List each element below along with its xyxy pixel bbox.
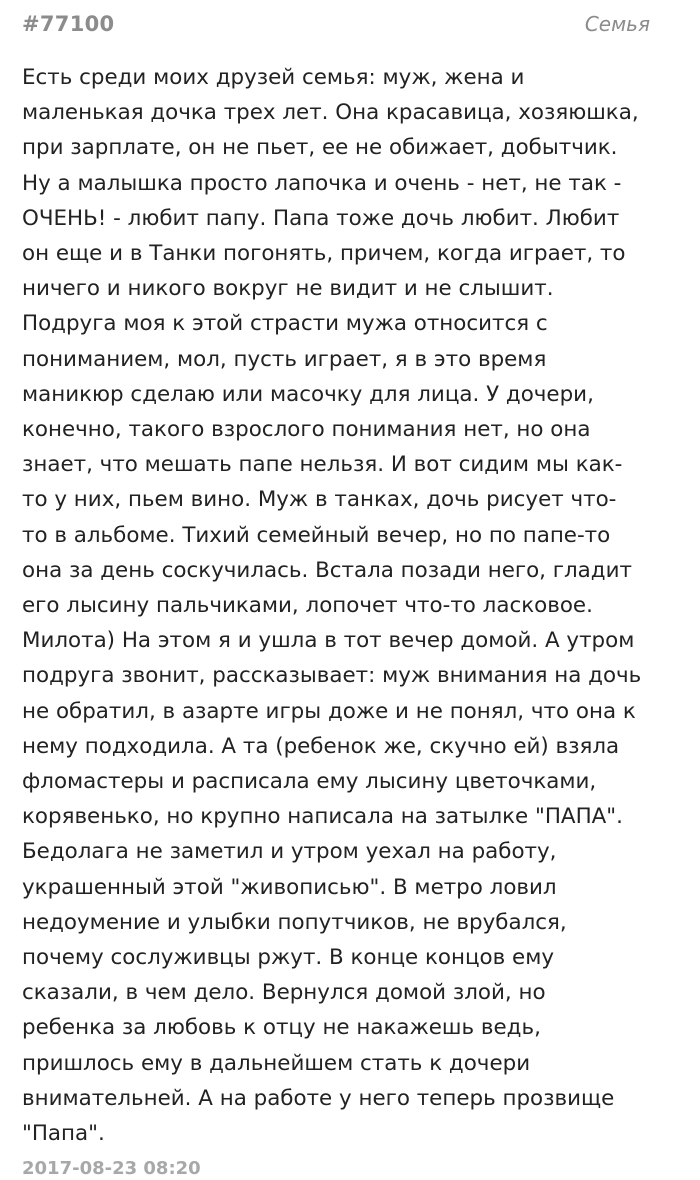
quote-date: 2017-08-23 08:20 [22,1158,201,1179]
tag-link[interactable]: Семья [584,12,650,36]
quote-header [22,10,650,42]
quote-text: Есть среди моих друзей семья: муж, жена и маленькая дочка трех лет. Она красавица, хозяюшка, при зарплате, он не пьет, ее не обижает, добытчик. Ну а малышка просто лапочка и очень - нет, не так - ОЧЕНЬ! - любит папу. Папа тоже дочь любит. Любит он еще и в Танки погонять, причем, когда играет, то ничего и никого вокруг не видит и не слышит. Подруга моя к этой страсти мужа относится с пониманием, мол, пусть играет, я в это время маникюр сделаю или масочку для лица. У дочери, конечно, такого взрослого понимания нет, но она знает, что мешать папе нельзя. И вот сидим мы как- то у них, пьем вино. Муж в танках, дочь рисует что- то в альбоме. Тихий семейный вечер, но по папе-то она за день соскучилась. Встала позади него, гладит его лысину пальчиками, лопочет что-то ласковое. Милота) На этом я и ушла в тот вечер домой. А утром подруга звонит, рассказывает: муж внимания на дочь не обратил, в азарте игры доже и не понял, что она к нему подходила. А та (ребенок же, скучно ей) взяла фломастеры и расписала ему лысину цветочками, корявенько, но крупно написала на затылке "ПАПА". Бедолага не заметил и утром уехал на работу, украшенный этой "живописью". В метро ловил недоумение и улыбки попутчиков, не врубался, почему сослуживцы ржут. В конце концов ему сказали, в чем дело. Вернулся домой злой, но ребенка за любовь к отцу не накажешь ведь, пришлось ему в дальнейшем стать к дочери внимательней. А на работе у него теперь прозвище "Папа". [22,65,642,1147]
quote-id-link[interactable]: #77100 [22,12,115,36]
